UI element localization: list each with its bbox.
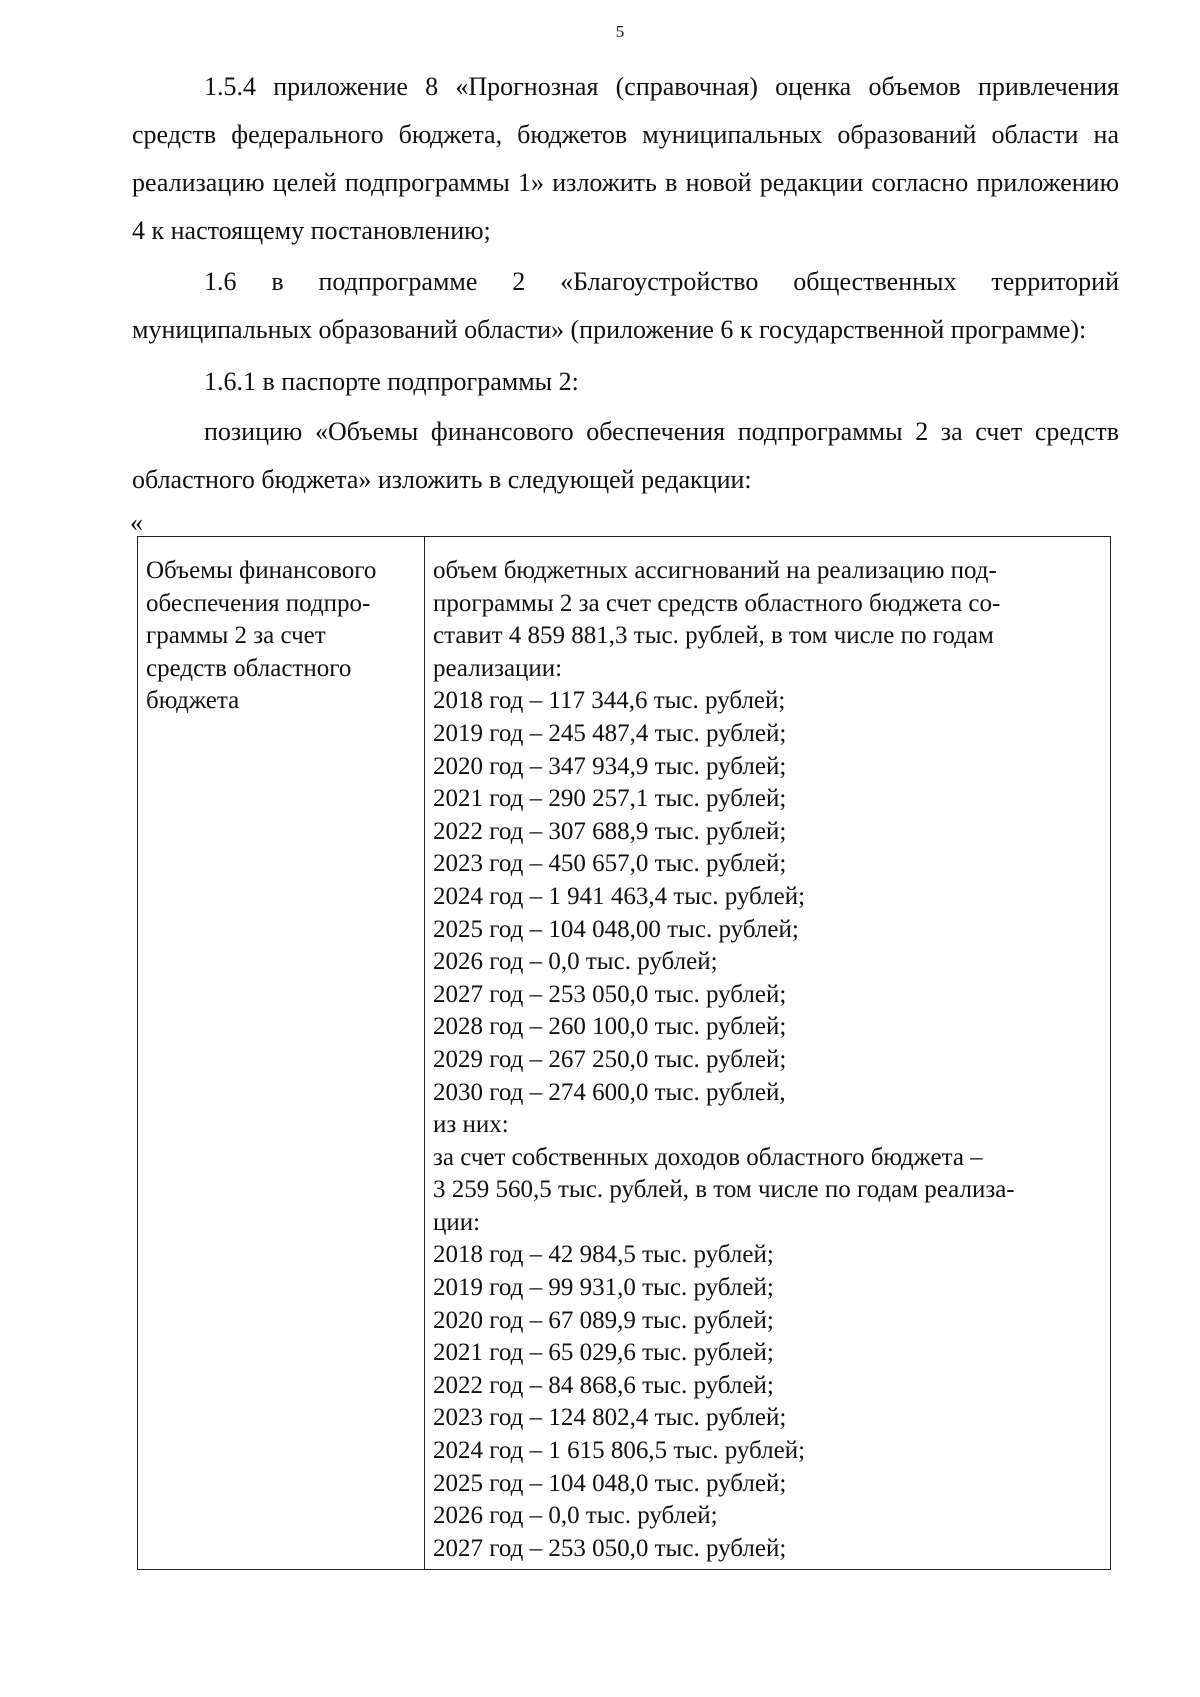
position-name-text (146, 555, 416, 718)
text-line: 2024 год – 1 615 806,5 тыс. рублей; (433, 1437, 806, 1465)
text-line: граммы 2 за счет (146, 622, 326, 650)
text-line: 2021 год – 65 029,6 тыс. рублей; (433, 1339, 774, 1367)
text-line: средств областного (146, 654, 352, 682)
text-line: 2018 год – 42 984,5 тыс. рублей; (433, 1241, 774, 1269)
text-line: бюджета (146, 687, 240, 715)
text-line: 3 259 560,5 тыс. рублей, в том числе по годам реализа- (433, 1176, 1015, 1204)
text-line: ставит 4 859 881,3 тыс. рублей, в том числе по годам (433, 622, 994, 650)
text-line: 2020 год – 67 089,9 тыс. рублей; (433, 1306, 774, 1334)
text-line: 2028 год – 260 100,0 тыс. рублей; (433, 1013, 787, 1041)
text-line: 2030 год – 274 600,0 тыс. рублей, (433, 1078, 786, 1106)
text-line: Объемы финансового (146, 557, 377, 584)
text-line: за счет собственных доходов областного бюджета – (433, 1143, 983, 1171)
text-line: 2027 год – 253 050,0 тыс. рублей; (433, 980, 787, 1008)
text-line: 2029 год – 267 250,0 тыс. рублей; (433, 1045, 787, 1073)
paragraph-1-5-4: 1.5.4 приложение 8 «Прогнозная (справочная) оценка объемов привлечения средств федерального бюджета, бюджетов муниципальных образований области на реализацию целей подпрограммы 1» изложить в новой редакции согласно приложению 4 к настоящему постановлению; (132, 72, 1119, 245)
paragraph-position: позицию «Объемы финансового обеспечения подпрограммы 2 за счет средств областного бюджета» изложить в следующей редакции: (132, 417, 1119, 494)
text-line: ции: (433, 1208, 481, 1236)
text-line: 2019 год – 99 931,0 тыс. рублей; (433, 1274, 774, 1302)
text-line: объем бюджетных ассигнований на реализацию под- (433, 557, 997, 584)
text-line: 2024 год – 1 941 463,4 тыс. рублей; (433, 882, 806, 910)
text-line: программы 2 за счет средств областного бюджета со- (433, 589, 1001, 617)
text-line: 2021 год – 290 257,1 тыс. рублей; (433, 785, 787, 813)
text-line: из них: (433, 1111, 509, 1139)
position-value-text (433, 555, 1102, 1565)
position-value-cell (425, 537, 1111, 1570)
table-row (138, 537, 1111, 1570)
text-line: 2018 год – 117 344,6 тыс. рублей; (433, 687, 786, 715)
text-line: 2023 год – 124 802,4 тыс. рублей; (433, 1404, 787, 1432)
opening-quote: « (130, 508, 143, 537)
passport-table (137, 536, 1111, 1570)
text-line: 2026 год – 0,0 тыс. рублей; (433, 1502, 718, 1530)
text-line: реализации: (433, 654, 563, 682)
text-line: 2026 год – 0,0 тыс. рублей; (433, 948, 718, 976)
text-line: 2025 год – 104 048,0 тыс. рублей; (433, 1469, 787, 1497)
position-name-cell (138, 537, 425, 1570)
page-number: 5 (615, 22, 625, 41)
text-line: 2025 год – 104 048,00 тыс. рублей; (433, 915, 799, 943)
text-line: 2027 год – 253 050,0 тыс. рублей; (433, 1534, 787, 1562)
text-line: 2019 год – 245 487,4 тыс. рублей; (433, 719, 787, 747)
text-line: 2023 год – 450 657,0 тыс. рублей; (433, 850, 787, 878)
text-line: обеспечения подпро- (146, 589, 371, 617)
text-line: 2022 год – 307 688,9 тыс. рублей; (433, 817, 787, 845)
text-line: 2022 год – 84 868,6 тыс. рублей; (433, 1371, 774, 1399)
paragraph-1-6: 1.6 в подпрограмме 2 «Благоустройство общественных территорий муниципальных образований области» (приложение 6 к государственной программе): (132, 267, 1119, 344)
text-line: 2020 год – 347 934,9 тыс. рублей; (433, 752, 787, 780)
paragraph-1-6-1: 1.6.1 в паспорте подпрограммы 2: (204, 367, 579, 396)
